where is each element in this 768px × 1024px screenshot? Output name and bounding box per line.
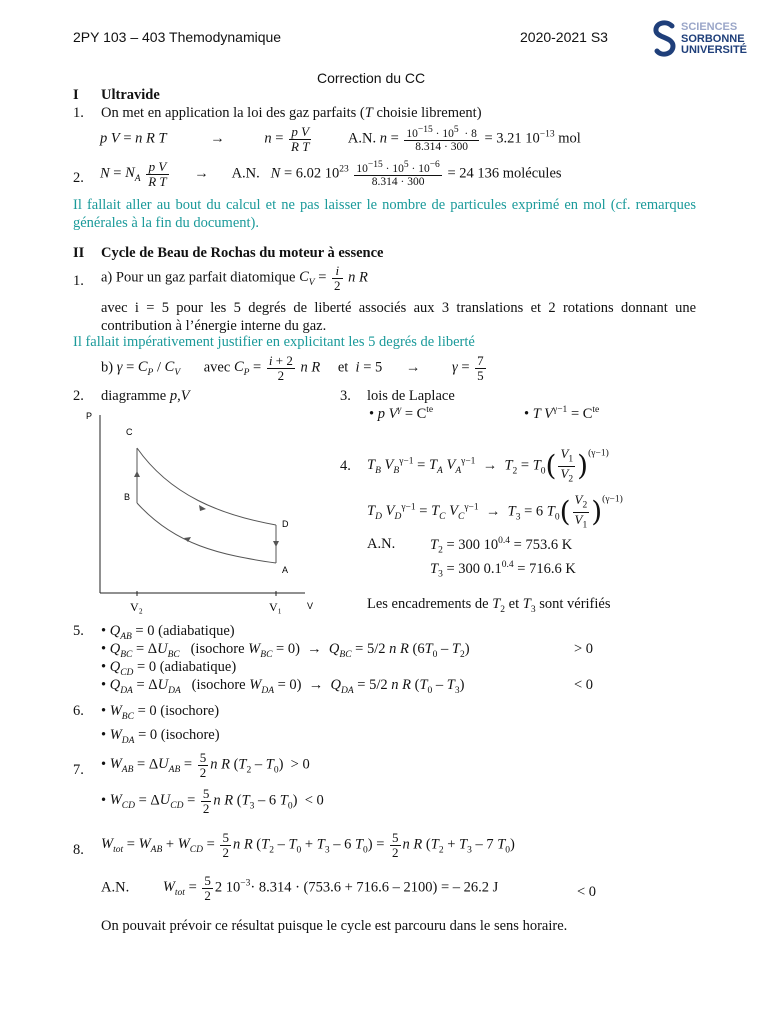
section-1-title: Ultravide xyxy=(101,87,160,103)
q2-5-number: 5. xyxy=(73,623,84,639)
q1-number: 1. xyxy=(73,105,84,121)
point-a-label: A xyxy=(282,565,289,575)
q5-sign-2: < 0 xyxy=(574,677,594,693)
section-1-comment: Il fallait aller au bout du calcul et ne pas laisser le nombre de particules exprimé en mol (cf. remarques générales à la fin du document). xyxy=(73,197,696,231)
q5-line-3: • $Q_{CD} = 0$ (adiabatique) xyxy=(101,659,237,678)
arrow-bc-icon xyxy=(134,471,140,477)
q2-2-label: diagramme p,V xyxy=(101,388,190,404)
total-work-formula: $W_{tot} = W_{AB} + W_{CD}$ = $\frac{5}{2}$ n R ($T_2 - T_0 + T_3 - 6$ $T_0$) = $\frac{5}{2}$ n R ($T_2 + T_3 - 7$ $T_0$) xyxy=(101,830,515,860)
gamma-formula: b) $\gamma = C_P / C_V$ avec $C_P$ = $\frac{i + 2}{2}$ n R et i = 5 → γ = $\frac{7}{5}$ xyxy=(101,353,484,383)
logo-line-1: SCIENCES xyxy=(681,21,738,33)
q7-line-2: • $W_{CD} = \Delta U_{CD}$ = $\frac{5}{2}$ n R ($T_3 - 6$ $T_0) < 0$ xyxy=(101,786,324,816)
point-d-label: D xyxy=(282,519,289,529)
page-title: Correction du CC xyxy=(317,70,426,86)
q6-line-2: • $W_{DA} = 0$ (isochore) xyxy=(101,727,220,746)
curve-cd xyxy=(137,448,276,525)
particle-count-formula: $N = N_A$ $\frac{\text{p V}}{\text{R T}}$ → A.N. N = 6.02 $10^{23}$ $\frac{10^{-15} \cdot 10^5 \cdot 10^{-6}}{8.314 \cdot 300}$ = 24 136 molécules xyxy=(100,159,562,189)
logo-line-2: SORBONNE xyxy=(681,33,745,45)
university-logo xyxy=(652,20,678,65)
academic-year: 2020-2021 S3 xyxy=(520,29,608,45)
section-1-number: I xyxy=(73,87,79,103)
q5-line-4: • $Q_{DA} = \Delta U_{DA}$ (isochore $W_{DA} = 0) \to Q_{DA} = 5/2$ n R $(T_0 - T_3)$ xyxy=(101,677,465,696)
q2-4-number: 4. xyxy=(340,458,351,474)
an-label: A.N. xyxy=(367,536,396,552)
v-axis-label: V xyxy=(307,601,314,611)
arrow-cd-icon xyxy=(199,505,206,511)
section-2-comment: Il fallait impérativement justifier en explicitant les 5 degrés de liberté xyxy=(73,334,475,350)
t2-value: $T_2 = 300$ $10^{0.4} = 753.6$ K xyxy=(430,536,573,556)
q5-line-2: • $Q_{BC} = \Delta U_{BC}$ (isochore $W_{BC} = 0) \to Q_{BC} = 5/2$ n R $(6T_0 - T_2)$ xyxy=(101,641,470,660)
q2-1a-detail: avec i = 5 pour les 5 degrés de liberté associés aux 3 translations et 2 rotations donnant une contribution à l’énergie interne du gaz. xyxy=(101,300,696,334)
pv-diagram xyxy=(80,405,330,620)
total-work-sign: < 0 xyxy=(577,884,597,900)
q1-statement: On met en application la loi des gaz parfaits (T choisie librement) xyxy=(101,105,482,121)
section-2-number: II xyxy=(73,245,85,261)
course-title: 2PY 103 – 403 Themodynamique xyxy=(73,29,282,45)
laplace-law-1: • p $V^\gamma = C^{te}$ xyxy=(369,405,434,422)
point-c-label: C xyxy=(126,427,133,437)
logo-line-3: UNIVERSITÉ xyxy=(681,44,748,56)
q2-7-number: 7. xyxy=(73,762,84,778)
q2-3-label: lois de Laplace xyxy=(367,388,455,404)
q2-8-number: 8. xyxy=(73,842,84,858)
curve-ab xyxy=(137,503,276,563)
ideal-gas-law-formula: p V = n R T → n = $\frac{\text{p V}}{\text{R T}}$ A.N. n = $\frac{10^{-15} \cdot 10^5 \cdot 8}{8.314 \cdot 300}$ = 3.21 $10^{-13}$ mol xyxy=(100,124,581,154)
arrow-da-icon xyxy=(273,541,279,547)
q2-number: 2. xyxy=(73,170,84,186)
q2-1a-statement: a) Pour un gaz parfait diatomique $C_V$ = $\frac{i}{2}$ n R xyxy=(101,263,368,293)
conclusion: On pouvait prévoir ce résultat puisque le cycle est parcouru dans le sens horaire. xyxy=(101,918,568,934)
q5-sign-1: > 0 xyxy=(574,641,594,657)
q6-line-1: • $W_{BC} = 0$ (isochore) xyxy=(101,703,220,722)
q2-3-number: 3. xyxy=(340,388,351,404)
laplace-law-2: • T $V^{\gamma-1} = C^{te}$ xyxy=(524,405,600,422)
point-b-label: B xyxy=(124,492,131,502)
tick-v1-label: V₁ xyxy=(269,600,282,614)
q2-1-number: 1. xyxy=(73,273,84,289)
q2-2-number: 2. xyxy=(73,388,84,404)
p-axis-label: P xyxy=(86,411,93,421)
sorbonne-s-icon xyxy=(652,20,678,60)
q5-line-1: • $Q_{AB} = 0$ (adiabatique) xyxy=(101,623,235,642)
t3-formula: $T_D$ $V_D^{\gamma-1} = T_C$ $V_C^{\gamma-1} \to T_3 = 6$ $T_0$( $\frac{V_2}{V_1}$ )$^{(\gamma-1)}$ xyxy=(367,492,623,531)
t2-formula: $T_B$ $V_B^{\gamma-1} = T_A$ $V_A^{\gamma-1} \to T_2 = T_0$( $\frac{V_1}{V_2}$ )$^{(\gamma-1)}$ xyxy=(367,446,609,485)
q7-line-1: • $W_{AB} = \Delta U_{AB}$ = $\frac{5}{2}$ n R $(T_2 - T_0) > 0$ xyxy=(101,750,310,780)
q2-6-number: 6. xyxy=(73,703,84,719)
tick-v2-label: V₂ xyxy=(130,600,143,614)
total-work-value: A.N. $W_{tot}$ = $\frac{5}{2}$ 2 $10^{-3}\cdot 8.314 \cdot (753.6 + 716.6 - 2100)$ = – 26.2 J xyxy=(101,873,499,903)
t3-value: $T_3 = 300$ $0.1^{0.4} = 716.6$ K xyxy=(430,560,576,580)
bounds-statement: Les encadrements de $T_2$ et $T_3$ sont vérifiés xyxy=(367,596,611,615)
section-2-title: Cycle de Beau de Rochas du moteur à essence xyxy=(101,245,384,261)
